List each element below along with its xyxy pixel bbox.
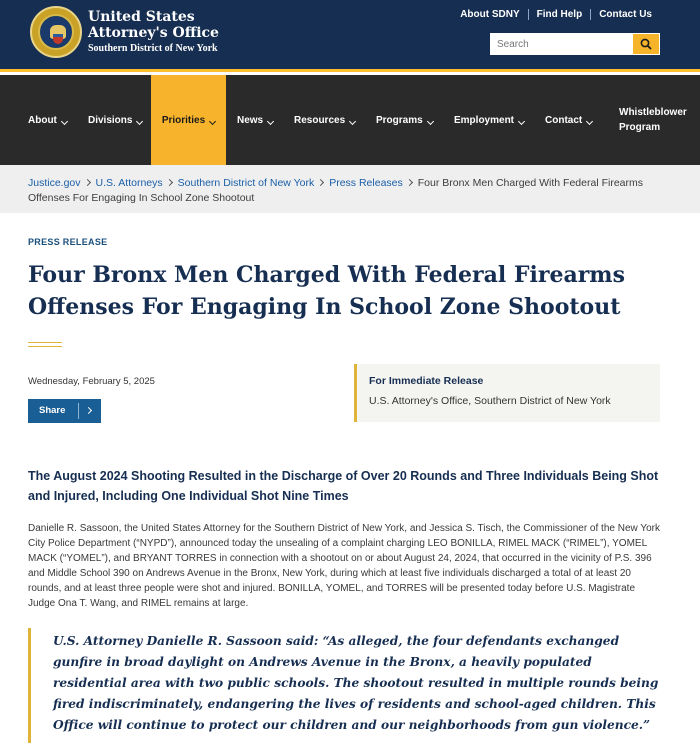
nav-item-resources[interactable] (294, 75, 355, 165)
nav-item-label: Resources (294, 114, 346, 126)
agency-line-1: United States (88, 9, 195, 25)
breadcrumb-link-sdny[interactable]: Southern District of New York (177, 177, 315, 189)
chevron-right-icon (166, 179, 173, 186)
chevron-down-icon (349, 118, 356, 125)
search-icon (640, 38, 652, 50)
chevron-down-icon (586, 118, 593, 125)
nav-item-divisions[interactable] (88, 75, 142, 165)
nav-item-label: Divisions (88, 114, 133, 126)
chevron-right-icon (406, 179, 413, 186)
agency-line-3: Southern District of New York (88, 43, 218, 54)
utility-nav (452, 9, 660, 20)
chevron-down-icon (267, 118, 274, 125)
nav-item-label: Programs (376, 114, 423, 126)
breadcrumb-link-justice-gov[interactable]: Justice.gov (28, 177, 81, 189)
chevron-down-icon (427, 118, 434, 125)
utility-link-about-sdny[interactable]: About SDNY (460, 9, 520, 20)
article-quote: U.S. Attorney Danielle R. Sassoon said: “As alleged, the four defendants exchanged gunfire in broad daylight on Andrews Avenue in the Bronx, a heavily populated residential area with two public schools. The shootout resulted in multiple rounds being fired indiscriminately, endangering the lives of residents and school-aged children. This Office will continue to protect our children and our neighborhoods from gun violence.” (28, 628, 668, 743)
doj-seal-icon[interactable] (30, 6, 82, 58)
search-input[interactable] (491, 34, 634, 54)
chevron-down-icon (136, 118, 143, 125)
utility-link-contact-us[interactable]: Contact Us (590, 9, 660, 20)
breadcrumb (0, 165, 700, 213)
nav-label-line-1: Whistleblower (619, 107, 687, 118)
nav-item-label (619, 105, 687, 135)
share-label: Share (39, 405, 66, 416)
nav-item-contact[interactable] (545, 75, 592, 165)
article-subheading: The August 2024 Shooting Resulted in the Discharge of Over 20 Rounds and Three Individuals Being Shot and Injured, Including One Individual Shot Nine Times (28, 469, 659, 503)
search-box (490, 33, 660, 55)
chevron-down-icon (518, 118, 525, 125)
breadcrumb-link-us-attorneys[interactable]: U.S. Attorneys (95, 177, 163, 189)
chevron-down-icon (61, 118, 68, 125)
release-info-box (354, 364, 660, 422)
nav-item-label: Contact (545, 114, 583, 126)
release-source: U.S. Attorney's Office, Southern District of New York (369, 395, 611, 407)
agency-line-2: Attorney's Office (88, 25, 219, 41)
release-heading: For Immediate Release (369, 375, 484, 387)
search-button[interactable] (633, 34, 659, 54)
nav-item-label: News (237, 114, 264, 126)
chevron-down-icon (209, 118, 216, 125)
nav-item-news[interactable] (237, 75, 273, 165)
breadcrumb-link-press-releases[interactable]: Press Releases (329, 177, 403, 189)
site-header (0, 0, 700, 72)
nav-item-programs[interactable] (376, 75, 433, 165)
chevron-right-icon (317, 179, 324, 186)
article-kicker: PRESS RELEASE (28, 237, 108, 247)
nav-item-label: Employment (454, 114, 515, 126)
main-nav (0, 75, 700, 165)
breadcrumb-current: Four Bronx Men Charged With Federal Firearms Offenses For Engaging In School Zone Shootout (28, 177, 643, 204)
nav-item-whistleblower-program[interactable] (619, 75, 687, 165)
utility-link-find-help[interactable]: Find Help (528, 9, 591, 20)
share-button[interactable] (28, 399, 101, 423)
nav-item-employment[interactable] (454, 75, 524, 165)
chevron-right-icon (85, 407, 92, 414)
nav-item-label: About (28, 114, 57, 126)
chevron-right-icon (83, 179, 90, 186)
title-divider (28, 342, 62, 347)
agency-name[interactable] (88, 9, 219, 56)
nav-item-label: Priorities (161, 114, 206, 126)
nav-label-line-2: Program (619, 122, 661, 133)
article-body: Danielle R. Sassoon, the United States Attorney for the Southern District of New York, and Jessica S. Tisch, the Commissioner of the New York City Police Department (“NYPD”), announced today the unsealing of a complaint charging LEO BONILLA, RIMEL MACK (“RIMEL”), YOMEL MACK (“YOMEL”), and BRYANT TORRES in connection with a shootout on or about August 24, 2024, that occurred in the vicinity of P.S. 396 and Middle School 390 on Andrews Avenue in the Bronx, New York, during which at least five individuals discharged a total of at least 20 rounds, and at least three people were shot and injured. BONILLA, YOMEL, and TORRES will be presented today before U.S. Magistrate Judge Ona T. Wang, and RIMEL remains at large. (28, 523, 660, 609)
share-divider (78, 403, 79, 419)
nav-item-about[interactable] (28, 75, 67, 165)
nav-item-priorities[interactable] (151, 75, 226, 165)
publish-date: Wednesday, February 5, 2025 (28, 376, 155, 387)
page-title: Four Bronx Men Charged With Federal Firearms Offenses For Engaging In School Zone Shootout (28, 262, 625, 320)
